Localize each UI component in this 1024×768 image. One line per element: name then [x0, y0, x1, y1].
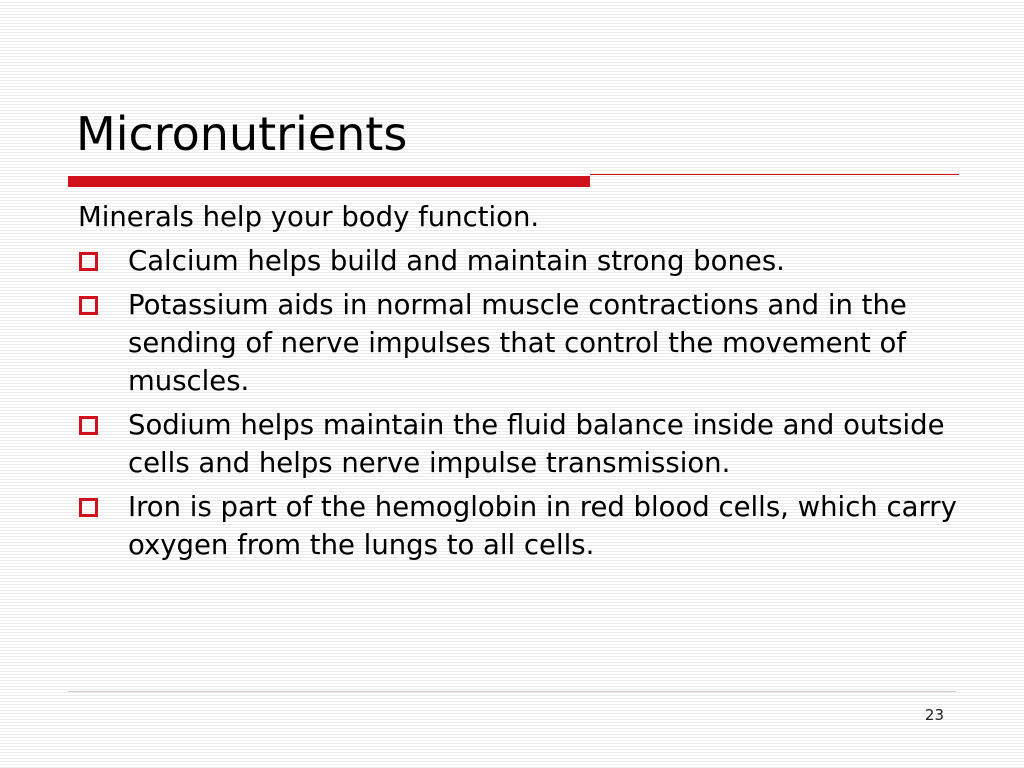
hollow-square-bullet-icon [79, 252, 98, 271]
bullet-item-sodium [78, 406, 958, 482]
footer-divider [68, 691, 956, 692]
page-number: 23 [924, 706, 944, 724]
hollow-square-bullet-icon [79, 498, 98, 517]
slide-title: Micronutrients [76, 107, 408, 161]
hollow-square-bullet-icon [79, 296, 98, 315]
bullet-text: Potassium aids in normal muscle contractions and in the sending of nerve impulses that control the movement of muscles. [128, 289, 907, 397]
intro-text: Minerals help your body function. [78, 201, 540, 233]
bullet-text: Iron is part of the hemoglobin in red blood cells, which carry oxygen from the lungs to all cells. [128, 491, 957, 561]
slide-body [78, 198, 958, 570]
bullet-text: Sodium helps maintain the fluid balance inside and outside cells and helps nerve impulse transmission. [128, 409, 945, 479]
title-underline-thick [68, 176, 590, 187]
bullet-list [78, 242, 958, 564]
hollow-square-bullet-icon [79, 416, 98, 435]
title-underline-thin [590, 174, 959, 175]
bullet-item-iron [78, 488, 958, 564]
bullet-item-calcium [78, 242, 958, 280]
bullet-item-potassium [78, 286, 958, 400]
bullet-text: Calcium helps build and maintain strong bones. [128, 245, 785, 277]
